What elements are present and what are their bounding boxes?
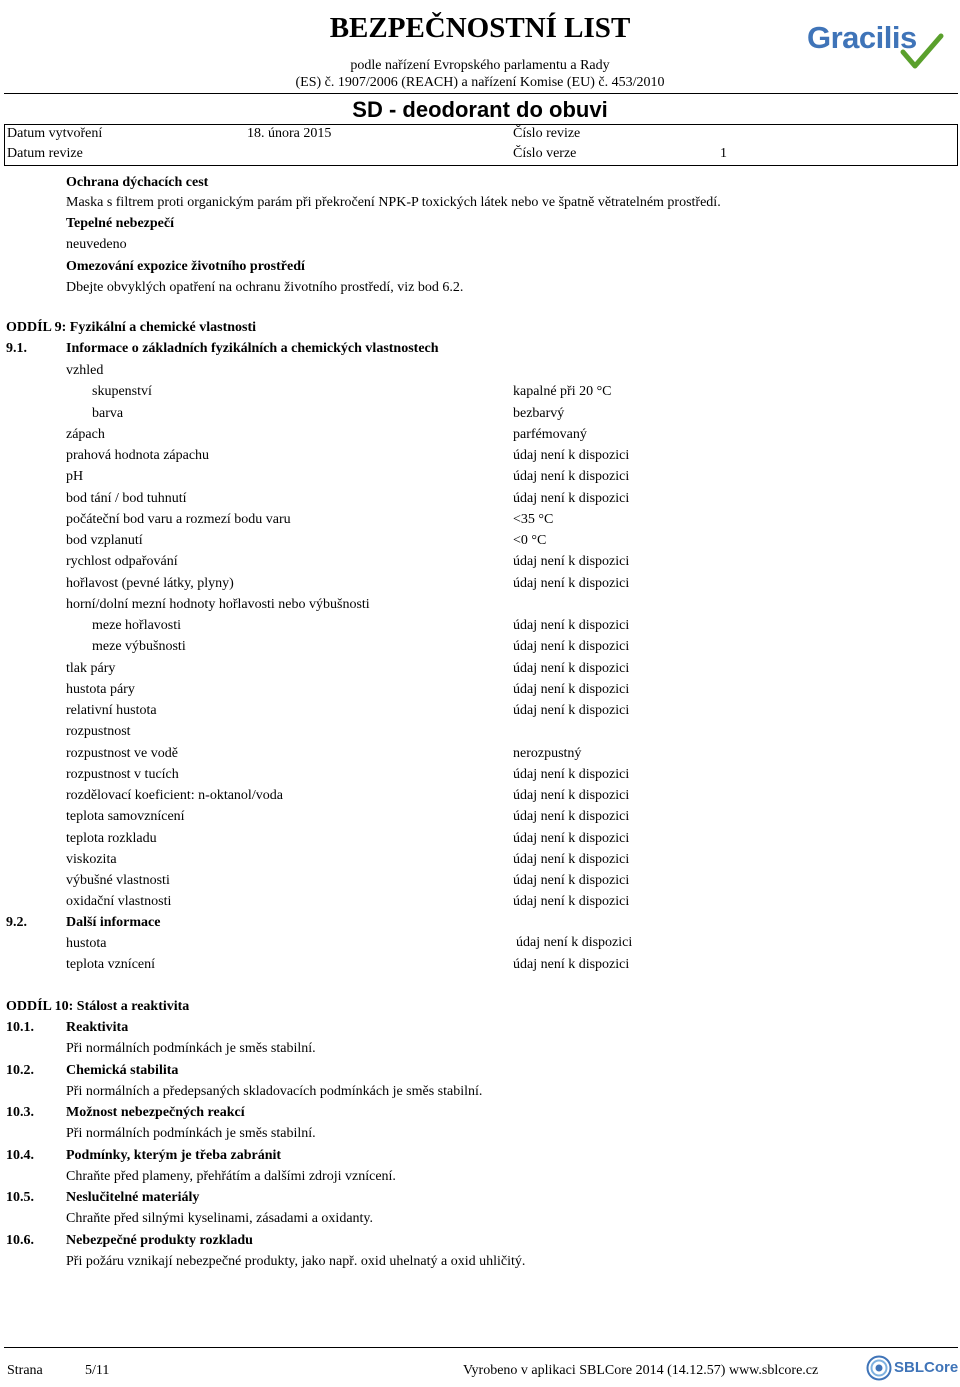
subsection-text: Chraňte před plameny, přehřátím a dalšími zdroji vznícení. xyxy=(66,1168,396,1184)
subsection-number: 10.3. xyxy=(6,1105,34,1120)
property-value: údaj není k dispozici xyxy=(513,703,630,718)
subsection-text: Chraňte před silnými kyselinami, zásadami a oxidanty. xyxy=(66,1211,374,1226)
property-label: barva xyxy=(92,405,124,421)
subsection-number: 10.5. xyxy=(6,1190,34,1205)
property-label: prahová hodnota zápachu xyxy=(66,448,210,463)
property-value: údaj není k dispozici xyxy=(513,957,630,972)
property-value: údaj není k dispozici xyxy=(513,681,630,697)
subsection-text: Při požáru vznikají nebezpečné produkty, jako např. oxid uhelnatý a oxid uhličitý. xyxy=(66,1253,526,1269)
property-label: zápach xyxy=(66,426,105,442)
section-9-2-number: 9.2. xyxy=(6,915,27,930)
created-label: Datum vytvoření xyxy=(7,126,103,141)
sblcore-logo-text: SBLCore xyxy=(894,1359,959,1376)
subsection-title: Podmínky, kterým je třeba zabránit xyxy=(66,1147,282,1163)
footer-rule xyxy=(4,1347,958,1348)
property-label: oxidační vlastnosti xyxy=(66,894,172,910)
subsection-number: 10.6. xyxy=(6,1232,34,1248)
generator-text: Vyrobeno v aplikaci SBLCore 2014 (14.12.57) www.sblcore.cz xyxy=(463,1363,819,1378)
regulation-line-2: (ES) č. 1907/2006 (REACH) a nařízení Komise (EU) č. 453/2010 xyxy=(295,75,665,90)
property-value: údaj není k dispozici xyxy=(513,618,630,633)
property-label: rozpustnost ve vodě xyxy=(66,745,178,761)
property-label: bod tání / bod tuhnutí xyxy=(66,490,187,506)
subsection-number: 10.2. xyxy=(6,1062,34,1078)
version-label: Číslo verze xyxy=(513,146,577,161)
thermal-heading: Tepelné nebezpečí xyxy=(66,216,174,231)
respiratory-heading: Ochrana dýchacích cest xyxy=(66,175,209,190)
property-label: výbušné vlastnosti xyxy=(66,873,170,888)
property-label: bod vzplanutí xyxy=(66,533,143,548)
meta-top-rule xyxy=(4,124,958,125)
property-label: vzhled xyxy=(66,363,104,378)
property-label: hustota páry xyxy=(66,681,135,697)
property-label: horní/dolní mezní hodnoty hořlavosti nebo výbušnosti xyxy=(66,596,370,612)
meta-right-border xyxy=(957,124,958,165)
regulation-line-1: podle nařízení Evropského parlamentu a Rady xyxy=(350,58,610,73)
environment-text: Dbejte obvyklých opatření na ochranu životního prostředí, viz bod 6.2. xyxy=(66,280,464,295)
property-label: skupenství xyxy=(92,384,152,400)
company-logo xyxy=(807,18,947,73)
subsection-title: Nebezpečné produkty rozkladu xyxy=(66,1232,253,1248)
property-label: hořlavost (pevné látky, plyny) xyxy=(66,575,234,591)
property-label: rozpustnost xyxy=(66,724,131,740)
property-label: hustota xyxy=(66,936,107,951)
section-10-heading: ODDÍL 10: Stálost a reaktivita xyxy=(6,999,190,1014)
property-label: viskozita xyxy=(66,851,117,867)
respiratory-text: Maska s filtrem proti organickým parám při překročení NPK-P toxických látek nebo ve špatně větratelném prostředí. xyxy=(66,195,721,210)
property-label: teplota rozkladu xyxy=(66,830,157,846)
subsection-title: Neslučitelné materiály xyxy=(66,1190,200,1205)
subsection-text: Při normálních podmínkách je směs stabilní. xyxy=(66,1126,316,1141)
subsection-title: Reaktivita xyxy=(66,1020,129,1035)
property-value: údaj není k dispozici xyxy=(513,809,630,825)
sblcore-logo-icon xyxy=(866,1355,892,1381)
product-name: SD - deodorant do obuvi xyxy=(352,97,608,122)
section-9-1-number: 9.1. xyxy=(6,341,27,356)
header-rule xyxy=(4,93,958,94)
meta-left-border xyxy=(4,124,5,165)
property-value: <0 °C xyxy=(513,533,547,548)
property-value: údaj není k dispozici xyxy=(513,490,630,506)
property-value: údaj není k dispozici xyxy=(513,873,630,888)
subsection-number: 10.4. xyxy=(6,1147,34,1163)
property-value: údaj není k dispozici xyxy=(513,660,630,676)
version-value: 1 xyxy=(720,146,727,161)
property-value: údaj není k dispozici xyxy=(513,639,630,655)
property-value: údaj není k dispozici xyxy=(513,554,630,570)
property-value: údaj není k dispozici xyxy=(513,469,630,485)
property-value: údaj není k dispozici xyxy=(513,788,630,803)
property-label: pH xyxy=(66,469,84,485)
property-value: údaj není k dispozici xyxy=(516,935,633,950)
checkmark-icon xyxy=(897,32,947,72)
property-value: nerozpustný xyxy=(513,745,582,761)
property-value: kapalné při 20 °C xyxy=(513,384,612,400)
property-value: údaj není k dispozici xyxy=(513,575,630,591)
revision-number-label: Číslo revize xyxy=(513,126,581,141)
section-9-heading: ODDÍL 9: Fyzikální a chemické vlastnosti xyxy=(6,320,257,335)
property-value: údaj není k dispozici xyxy=(513,766,630,782)
sblcore-logo xyxy=(866,1354,959,1382)
property-label: relativní hustota xyxy=(66,703,157,718)
property-label: rozpustnost v tucích xyxy=(66,766,179,782)
subsection-number: 10.1. xyxy=(6,1020,34,1035)
document-title: BEZPEČNOSTNÍ LIST xyxy=(329,12,631,44)
meta-bottom-rule xyxy=(4,165,958,166)
property-label: tlak páry xyxy=(66,660,116,676)
property-label: meze hořlavosti xyxy=(92,618,182,633)
subsection-text: Při normálních a předepsaných skladovacích podmínkách je směs stabilní. xyxy=(66,1083,483,1099)
property-label: rychlost odpařování xyxy=(66,554,178,570)
property-label: teplota vznícení xyxy=(66,957,156,972)
property-value: údaj není k dispozici xyxy=(513,851,630,867)
subsection-text: Při normálních podmínkách je směs stabilní. xyxy=(66,1041,316,1056)
property-label: meze výbušnosti xyxy=(92,639,186,655)
section-9-1-title: Informace o základních fyzikálních a chemických vlastnostech xyxy=(66,341,439,356)
property-value: <35 °C xyxy=(513,511,554,527)
subsection-title: Chemická stabilita xyxy=(66,1062,179,1078)
section-9-2-title: Další informace xyxy=(66,915,161,930)
revision-date-label: Datum revize xyxy=(7,146,83,161)
subsection-title: Možnost nebezpečných reakcí xyxy=(66,1105,245,1120)
environment-heading: Omezování expozice životního prostředí xyxy=(66,259,305,274)
page-label: Strana xyxy=(7,1363,43,1378)
property-value: údaj není k dispozici xyxy=(513,830,630,846)
property-value: údaj není k dispozici xyxy=(513,894,630,910)
property-label: počáteční bod varu a rozmezí bodu varu xyxy=(66,511,291,527)
thermal-text: neuvedeno xyxy=(66,237,127,252)
logo-text: Gracilis xyxy=(807,20,917,55)
property-label: rozdělovací koeficient: n-oktanol/voda xyxy=(66,788,283,803)
property-label: teplota samovznícení xyxy=(66,809,185,825)
property-value: parfémovaný xyxy=(513,426,587,442)
property-value: bezbarvý xyxy=(513,405,565,421)
property-value: údaj není k dispozici xyxy=(513,448,630,463)
created-value: 18. února 2015 xyxy=(247,126,332,141)
page-number: 5/11 xyxy=(85,1363,110,1378)
